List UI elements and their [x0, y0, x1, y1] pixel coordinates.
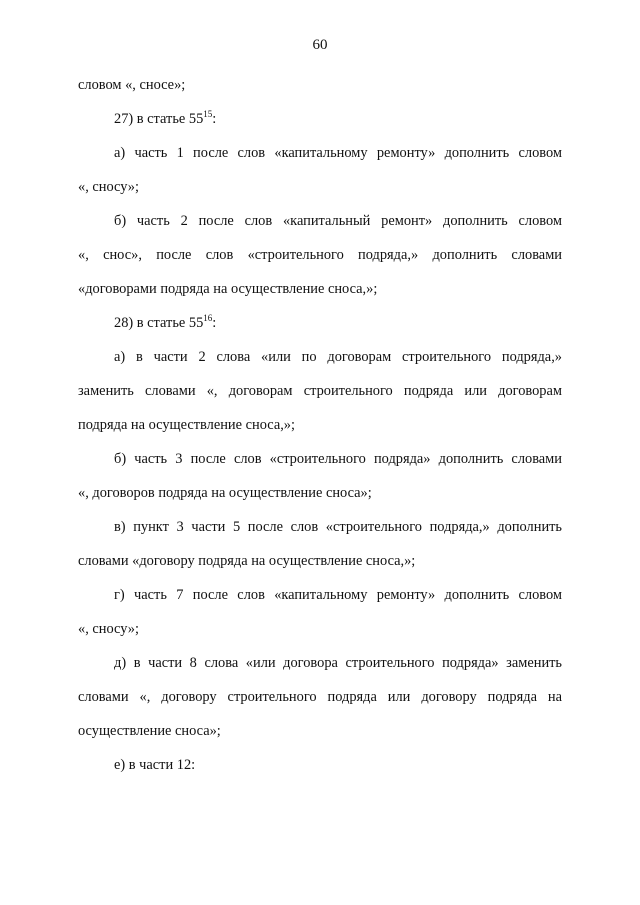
- text-line: «договорами подряда на осуществление сноса,»;: [78, 281, 378, 297]
- text-line: д) в части 8 слова «или договора строительного подряда» заменить: [114, 655, 562, 671]
- superscript: 15: [203, 109, 213, 119]
- article-colon: :: [212, 315, 217, 331]
- text-line: в) пункт 3 части 5 после слов «строительного подряда,» дополнить: [114, 519, 562, 535]
- text-line: а) в части 2 слова «или по договорам строительного подряда,»: [114, 349, 562, 365]
- text-line: «, сносу»;: [78, 179, 139, 195]
- text-line-article-27: [78, 102, 562, 136]
- text-line: «, снос», после слов «строительного подряда,» дополнить словами: [78, 247, 562, 263]
- page-number: 60: [312, 37, 328, 53]
- text-line: словом «, сносе»;: [78, 77, 186, 93]
- text-line: г) часть 7 после слов «капитальному ремонту» дополнить словом: [114, 587, 562, 603]
- text-line: б) часть 2 после слов «капитальный ремонт» дополнить словом: [114, 213, 562, 229]
- text-line: словами «, договору строительного подряда или договору подряда на: [78, 689, 562, 705]
- text-line: подряда на осуществление сноса,»;: [78, 417, 296, 433]
- article-text: 28) в статье 55: [114, 315, 204, 331]
- text-line: а) часть 1 после слов «капитальному ремонту» дополнить словом: [114, 145, 562, 161]
- text-line: словами «договору подряда на осуществление сноса,»;: [78, 553, 416, 569]
- text-line: заменить словами «, договорам строительного подряда или договорам: [78, 383, 562, 399]
- article-colon: :: [212, 111, 217, 127]
- text-line: е) в части 12:: [114, 757, 196, 773]
- text-line: б) часть 3 после слов «строительного подряда» дополнить словами: [114, 451, 562, 467]
- superscript: 16: [203, 313, 213, 323]
- text-line: «, сносу»;: [78, 621, 139, 637]
- document-body: [78, 68, 562, 782]
- text-line: «, договоров подряда на осуществление сноса»;: [78, 485, 372, 501]
- text-line-article-28: [78, 306, 562, 340]
- text-line: осуществление сноса»;: [78, 723, 221, 739]
- article-text: 27) в статье 55: [114, 111, 204, 127]
